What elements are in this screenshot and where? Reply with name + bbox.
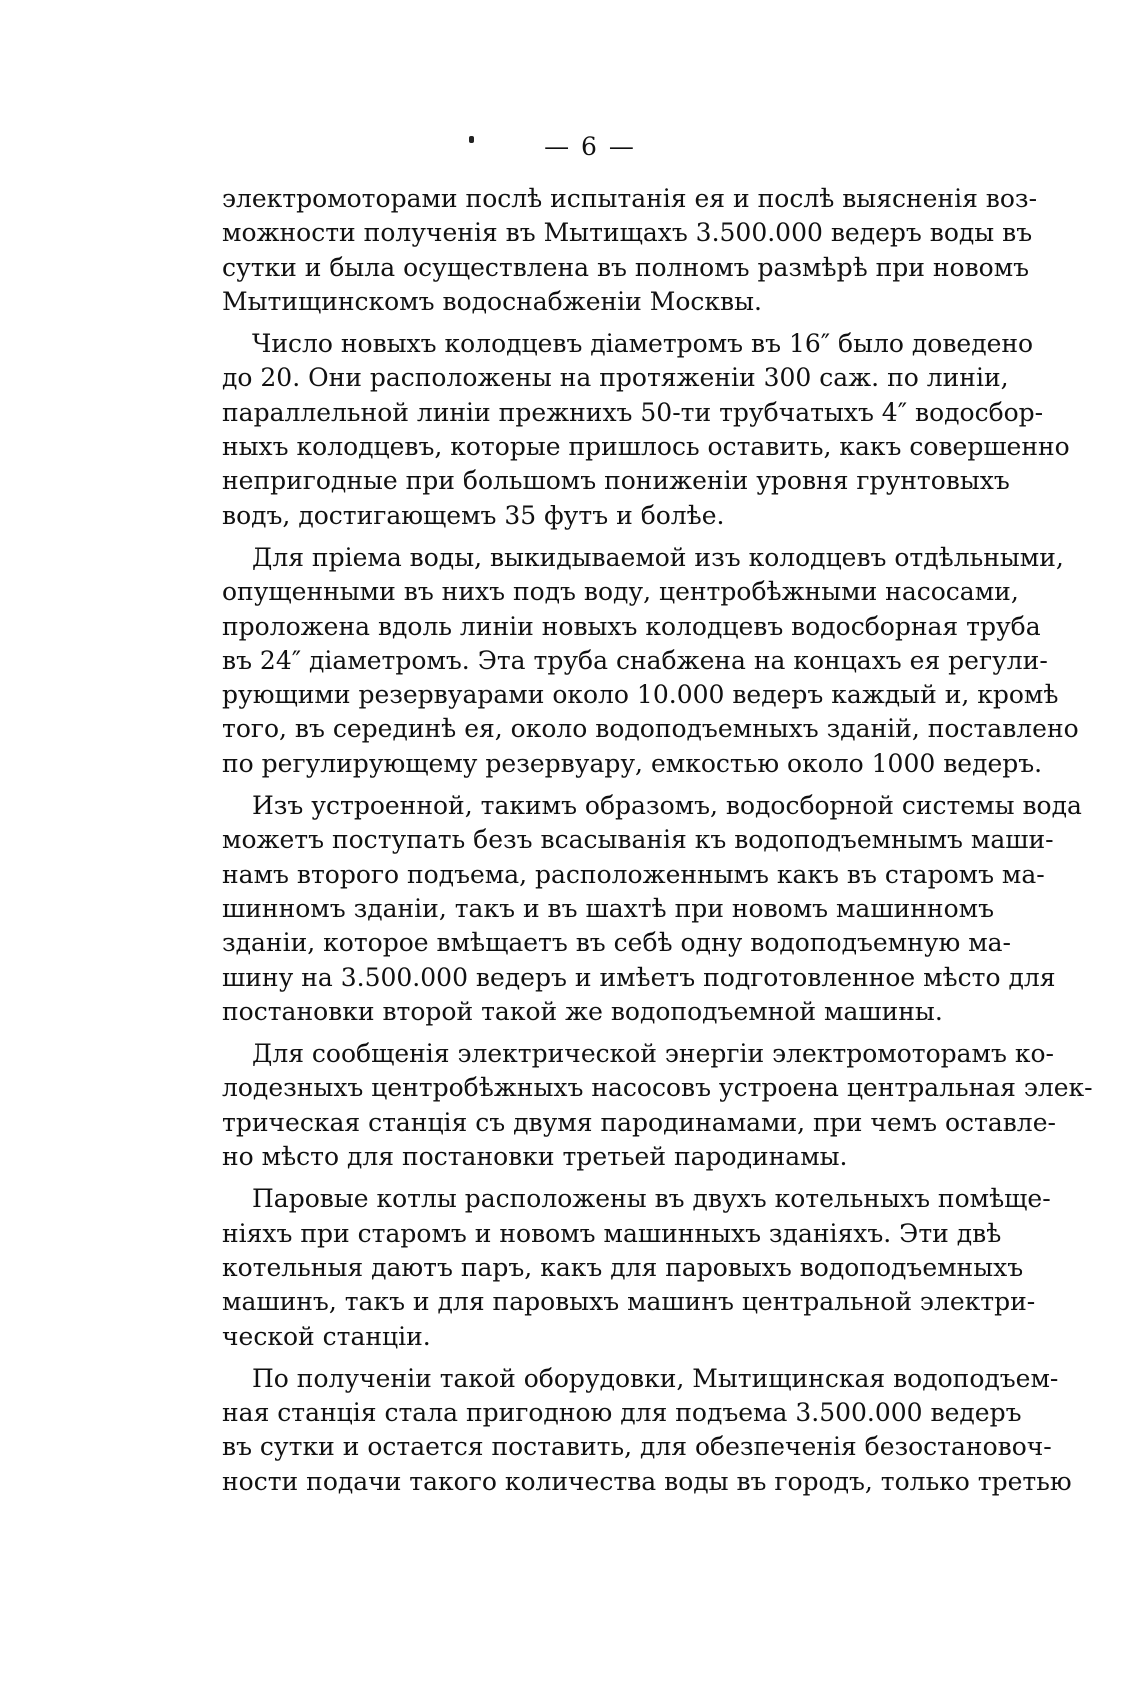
text-line: зданіи, которое вмѣщаетъ въ себѣ одну водоподъемную ма- <box>222 928 1011 958</box>
text-line: ности подачи такого количества воды въ городъ, только третью <box>222 1466 1072 1496</box>
text-line: сутки и была осуществлена въ полномъ размѣрѣ при новомъ <box>222 252 1030 282</box>
text-line: ныхъ колодцевъ, которые пришлось оставить, какъ совершенно <box>222 432 1070 462</box>
text-line: до 20. Они расположены на протяженіи 300 саж. по линіи, <box>222 363 1009 393</box>
text-line: ческой станціи. <box>222 1321 431 1351</box>
text-line: ніяхъ при старомъ и новомъ машинныхъ зданіяхъ. Эти двѣ <box>222 1218 1002 1248</box>
text-line: того, въ серединѣ ея, около водоподъемныхъ зданій, поставлено <box>222 714 1079 744</box>
text-line: проложена вдоль линіи новыхъ колодцевъ водосборная труба <box>222 611 1041 641</box>
text-line: рующими резервуарами около 10.000 ведеръ каждый и, кромѣ <box>222 680 1059 710</box>
text-line: По полученіи такой оборудовки, Мытищинская водоподъем- <box>252 1363 1059 1393</box>
text-line: Изъ устроенной, такимъ образомъ, водосборной системы вода <box>252 791 1082 821</box>
text-line: шину на 3.500.000 ведеръ и имѣетъ подготовленное мѣсто для <box>222 962 1056 992</box>
text-line: Паровые котлы расположены въ двухъ котельныхъ помѣще- <box>252 1184 1051 1214</box>
text-line: постановки второй такой же водоподъемной машины. <box>222 996 943 1026</box>
paragraph <box>222 327 1070 533</box>
text-line: Для пріема воды, выкидываемой изъ колодцевъ отдѣльными, <box>252 542 1064 572</box>
paragraph <box>222 182 1038 319</box>
page-number: — 6 — <box>544 132 636 161</box>
text-line: можетъ поступать безъ всасыванія къ водоподъемнымъ маши- <box>222 825 1054 855</box>
page-body <box>222 182 1093 1499</box>
text-line: въ сутки и остается поставить, для обезпеченія безостановоч- <box>222 1432 1052 1462</box>
text-line: въ 24″ діаметромъ. Эта труба снабжена на концахъ ея регули- <box>222 645 1048 675</box>
text-line: котельныя даютъ паръ, какъ для паровыхъ водоподъемныхъ <box>222 1252 1024 1282</box>
paragraph <box>222 1182 1051 1353</box>
text-line: опущенными въ нихъ подъ воду, центробѣжными насосами, <box>222 577 1019 607</box>
paragraph <box>222 1362 1072 1499</box>
text-line: ная станція стала пригодною для подъема 3.500.000 ведеръ <box>222 1398 1022 1428</box>
text-line: можности полученія въ Мытищахъ 3.500.000 ведеръ воды въ <box>222 218 1033 248</box>
text-line: шинномъ зданіи, такъ и въ шахтѣ при новомъ машинномъ <box>222 893 994 923</box>
paragraph <box>222 789 1082 1029</box>
text-line: непригодные при большомъ пониженіи уровня грунтовыхъ <box>222 466 1010 496</box>
text-line: Для сообщенія электрической энергіи электромоторамъ ко- <box>252 1039 1054 1069</box>
text-line: Число новыхъ колодцевъ діаметромъ въ 16″ было доведено <box>252 329 1034 359</box>
text-line: трическая станція съ двумя пародинамами, при чемъ оставле- <box>222 1107 1056 1137</box>
text-line: намъ второго подъема, расположеннымъ какъ въ старомъ ма- <box>222 859 1045 889</box>
text-line: водъ, достигающемъ 35 футъ и болѣе. <box>222 500 725 530</box>
paragraph <box>222 541 1079 781</box>
text-line: параллельной линіи прежнихъ 50-ти трубчатыхъ 4″ водосбор- <box>222 397 1044 427</box>
text-line: машинъ, такъ и для паровыхъ машинъ центральной электри- <box>222 1287 1036 1317</box>
text-line: Мытищинскомъ водоснабженіи Москвы. <box>222 286 762 316</box>
text-line: лодезныхъ центробѣжныхъ насосовъ устроена центральная элек- <box>222 1073 1093 1103</box>
text-line: по регулирующему резервуару, емкостью около 1000 ведеръ. <box>222 748 1043 778</box>
text-line: но мѣсто для постановки третьей пародинамы. <box>222 1142 848 1172</box>
paragraph <box>222 1037 1093 1174</box>
text-line: электромоторами послѣ испытанія ея и послѣ выясненія воз- <box>222 184 1038 213</box>
